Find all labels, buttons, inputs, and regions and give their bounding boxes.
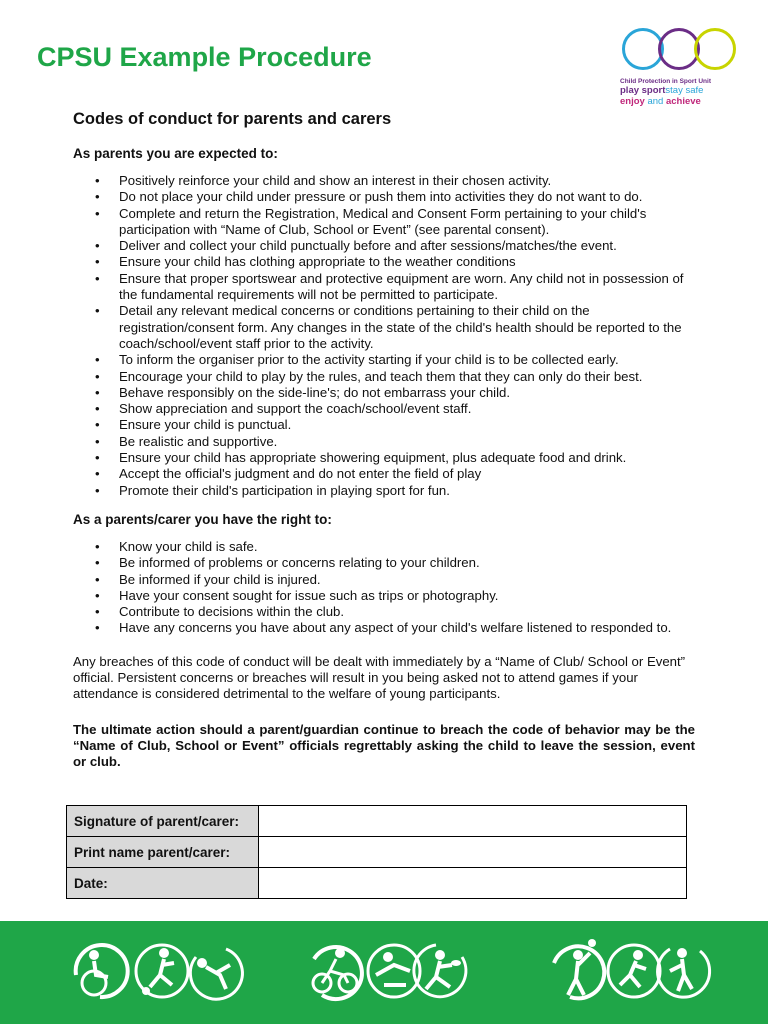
list-item-text: Be informed of problems or concerns relating to your children. [119,555,480,571]
document-body [73,110,695,771]
list-item [73,189,695,205]
rights-list [73,539,695,637]
bullet-icon: • [95,173,100,188]
high-jump-icon [176,935,248,1007]
date-label: Date: [67,868,259,899]
breaches-paragraph: Any breaches of this code of conduct will be dealt with immediately by a “Name of Club/ School or Event” official. Persistent concerns or breaches will result in you being asked not to attend games if your attendance is considered detrimental to the welfare of young participants. [73,653,686,702]
bullet-icon: • [95,482,100,498]
list-item [73,271,695,304]
list-item-text: Be realistic and supportive. [119,433,278,449]
page-title: CPSU Example Procedure [37,42,372,72]
bullet-icon: • [95,555,100,571]
list-item-text: Deliver and collect your child punctually before and after sessions/matches/the event. [119,238,617,254]
rugby-icon [406,935,478,1007]
list-item [73,604,695,620]
list-item-text: Do not place your child under pressure or push them into activities they do not want to do. [119,189,643,205]
bullet-icon: • [95,384,100,400]
list-item-text: Promote their child's participation in playing sport for fun. [119,482,450,498]
list-item-text: Ensure that proper sportswear and protective equipment are worn. Any child not in possession of the fundamental requirements will not be permitted to participate. [119,270,684,303]
ultimate-action-paragraph: The ultimate action should a parent/guardian continue to breach the code of behavior may be the “Name of Club, School or Event” officials regrettably asking the child to leave the session, event or club. [73,721,695,770]
bullet-icon: • [95,466,100,482]
list-item-text: Ensure your child has clothing appropriate to the weather conditions [119,254,516,270]
list-item [73,450,695,466]
signature-label: Signature of parent/carer: [67,806,259,837]
list-item-text: Ensure your child has appropriate showering equipment, plus adequate food and drink. [119,450,627,466]
logo-tagline-play: play sport [620,85,666,96]
list-item [73,483,695,499]
list-item [73,555,695,571]
bullet-icon: • [95,238,100,254]
list-item [73,254,695,270]
list-item [73,173,695,189]
expected-heading: As parents you are expected to: [73,146,278,161]
list-item [73,303,695,352]
list-item [73,588,695,604]
date-field[interactable] [259,868,687,899]
signature-row [67,806,687,837]
bullet-icon: • [95,450,100,466]
bullet-icon: • [95,270,100,286]
list-item [73,539,695,555]
footer-banner [0,921,768,1024]
print-name-row [67,837,687,868]
list-item-text: Behave responsibly on the side-line's; do not embarrass your child. [119,384,511,400]
bullet-icon: • [95,189,100,205]
list-item-text: Contribute to decisions within the club. [119,604,345,620]
list-item [73,369,695,385]
print-name-label: Print name parent/carer: [67,837,259,868]
list-item-text: Know your child is safe. [119,538,258,554]
list-item-text: Detail any relevant medical concerns or conditions pertaining to their child on the registration/consent form. Any changes in the state of the child's health should be reported to the coach/school/event staff prior to the activity. [119,303,682,351]
bullet-icon: • [95,254,100,270]
list-item-text: Positively reinforce your child and show an interest in their chosen activity. [119,173,552,188]
logo-org-name: Child Protection in Sport Unit [620,78,711,85]
signature-table [66,805,687,899]
bullet-icon: • [95,538,100,554]
signature-field[interactable] [259,806,687,837]
date-row [67,868,687,899]
bullet-icon: • [95,368,100,384]
list-item [73,620,695,636]
list-item-text: Show appreciation and support the coach/school/event staff. [119,401,472,417]
list-item-text: Have any concerns you have about any aspect of your child's welfare listened to responded to. [119,620,672,636]
list-item [73,206,695,239]
logo-tagline-and: and [644,96,666,107]
bullet-icon: • [95,303,100,319]
logo-tagline-enjoy: enjoy [620,96,645,107]
list-item-text: Be informed if your child is injured. [119,571,321,587]
list-item [73,572,695,588]
expected-list [73,173,695,499]
rights-heading: As a parents/carer you have the right to: [73,511,332,527]
list-item [73,401,695,417]
bullet-icon: • [95,587,100,603]
logo-tagline-stay: stay safe [665,85,704,96]
bullet-icon: • [95,620,100,636]
bullet-icon: • [95,205,100,221]
list-item-text: Encourage your child to play by the rules, and teach them that they can only do their best. [119,368,643,384]
list-item [73,238,695,254]
bullet-icon: • [95,571,100,587]
logo-tagline-achieve: achieve [665,96,701,107]
list-item-text: Have your consent sought for issue such as trips or photography. [119,587,499,603]
list-item [73,352,695,368]
list-item-text: To inform the organiser prior to the activity starting if your child is to be collected early. [119,352,619,368]
bullet-icon: • [95,604,100,620]
print-name-field[interactable] [259,837,687,868]
list-item [73,417,695,433]
bullet-icon: • [95,401,100,417]
bullet-icon: • [95,433,100,449]
document-subtitle: Codes of conduct for parents and carers [73,110,392,128]
gymnastics-icon [648,935,720,1007]
jumper-icon [694,28,736,70]
logo-sport-icons [620,26,740,74]
list-item [73,434,695,450]
list-item [73,385,695,401]
bullet-icon: • [95,417,100,433]
cpsu-logo [620,26,740,107]
list-item-text: Accept the official's judgment and do not enter the field of play [119,466,482,482]
bullet-icon: • [95,352,100,368]
list-item-text: Ensure your child is punctual. [119,417,292,433]
list-item [73,466,695,482]
list-item-text: Complete and return the Registration, Medical and Consent Form pertaining to your child's participation with “Name of Club, School or Event” (see parental consent). [119,205,647,237]
